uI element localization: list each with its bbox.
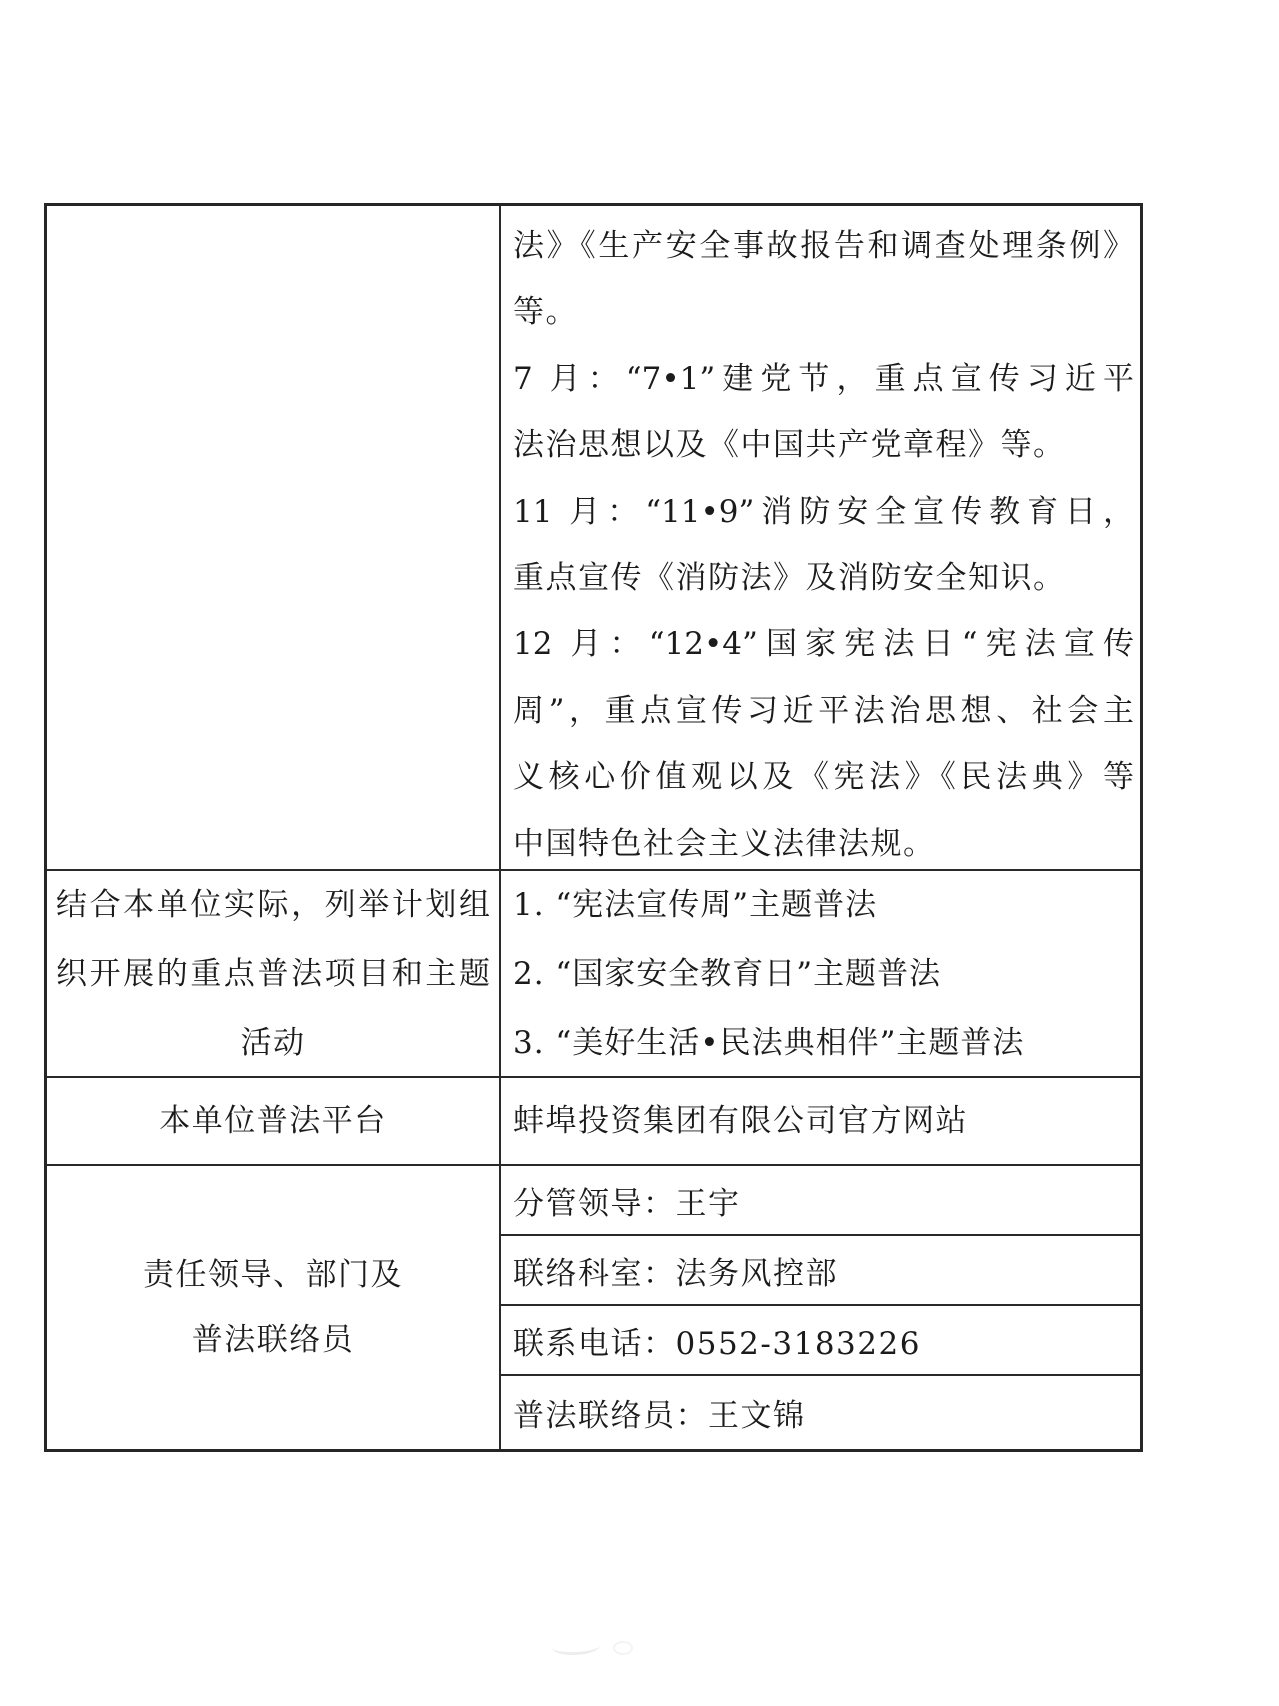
contact-leader-text: 分管领导：王宇 bbox=[513, 1185, 741, 1222]
row3-content-text: 蚌埠投资集团有限公司官方网站 bbox=[513, 1102, 968, 1139]
text-line: 等。 bbox=[513, 294, 578, 331]
text-line: 法治思想以及《中国共产党章程》等。 bbox=[513, 427, 1066, 464]
cell-row4-content bbox=[501, 1166, 1140, 1449]
text-line: 活动 bbox=[240, 1025, 306, 1061]
cell-row3-content bbox=[501, 1078, 1140, 1166]
contact-phone-text: 联系电话：0552-3183226 bbox=[513, 1325, 921, 1362]
text-line: 12 月：“12•4”国家宪法日“宪法宣传 bbox=[513, 626, 1134, 663]
text-line: 结合本单位实际，列举计划组 bbox=[56, 887, 490, 923]
contact-office-text: 联络科室：法务风控部 bbox=[513, 1255, 838, 1292]
cell-row2-label bbox=[47, 871, 501, 1078]
text-line: 重点宣传《消防法》及消防安全知识。 bbox=[513, 559, 1066, 596]
text-line: 周”，重点宣传习近平法治思想、社会主 bbox=[513, 692, 1134, 729]
cell-row1-content bbox=[501, 206, 1140, 871]
scan-artifact bbox=[552, 1637, 601, 1656]
cell-row3-label bbox=[47, 1078, 501, 1166]
text-line: 7 月：“7•1”建党节，重点宣传习近平 bbox=[513, 360, 1134, 397]
legal-publicity-plan-table bbox=[44, 203, 1143, 1452]
text-line: 责任领导、部门及 bbox=[143, 1256, 403, 1293]
text-line: 中国特色社会主义法律法规。 bbox=[513, 825, 936, 862]
row3-label-text: 本单位普法平台 bbox=[159, 1102, 387, 1139]
scan-artifact bbox=[613, 1641, 633, 1655]
table-row bbox=[501, 1236, 1140, 1306]
list-item: 2. “国家安全教育日”主题普法 bbox=[513, 956, 942, 992]
cell-row2-content bbox=[501, 871, 1140, 1078]
table-row bbox=[501, 1376, 1140, 1449]
cell-row4-label bbox=[47, 1166, 501, 1449]
table-row bbox=[501, 1166, 1140, 1236]
text-line: 普法联络员 bbox=[191, 1321, 355, 1358]
text-line: 11 月：“11•9”消防安全宣传教育日， bbox=[513, 493, 1134, 530]
contact-liaison-text: 普法联络员：王文锦 bbox=[513, 1398, 806, 1434]
cell-row1-label-empty bbox=[47, 206, 501, 871]
table-row bbox=[501, 1306, 1140, 1376]
text-line: 义核心价值观以及《宪法》《民法典》等 bbox=[513, 759, 1134, 796]
text-line: 法》《生产安全事故报告和调查处理条例》 bbox=[513, 228, 1134, 264]
list-item: 1. “宪法宣传周”主题普法 bbox=[513, 887, 878, 923]
list-item: 3. “美好生活•民法典相伴”主题普法 bbox=[513, 1025, 1025, 1061]
text-line: 织开展的重点普法项目和主题 bbox=[56, 956, 490, 992]
